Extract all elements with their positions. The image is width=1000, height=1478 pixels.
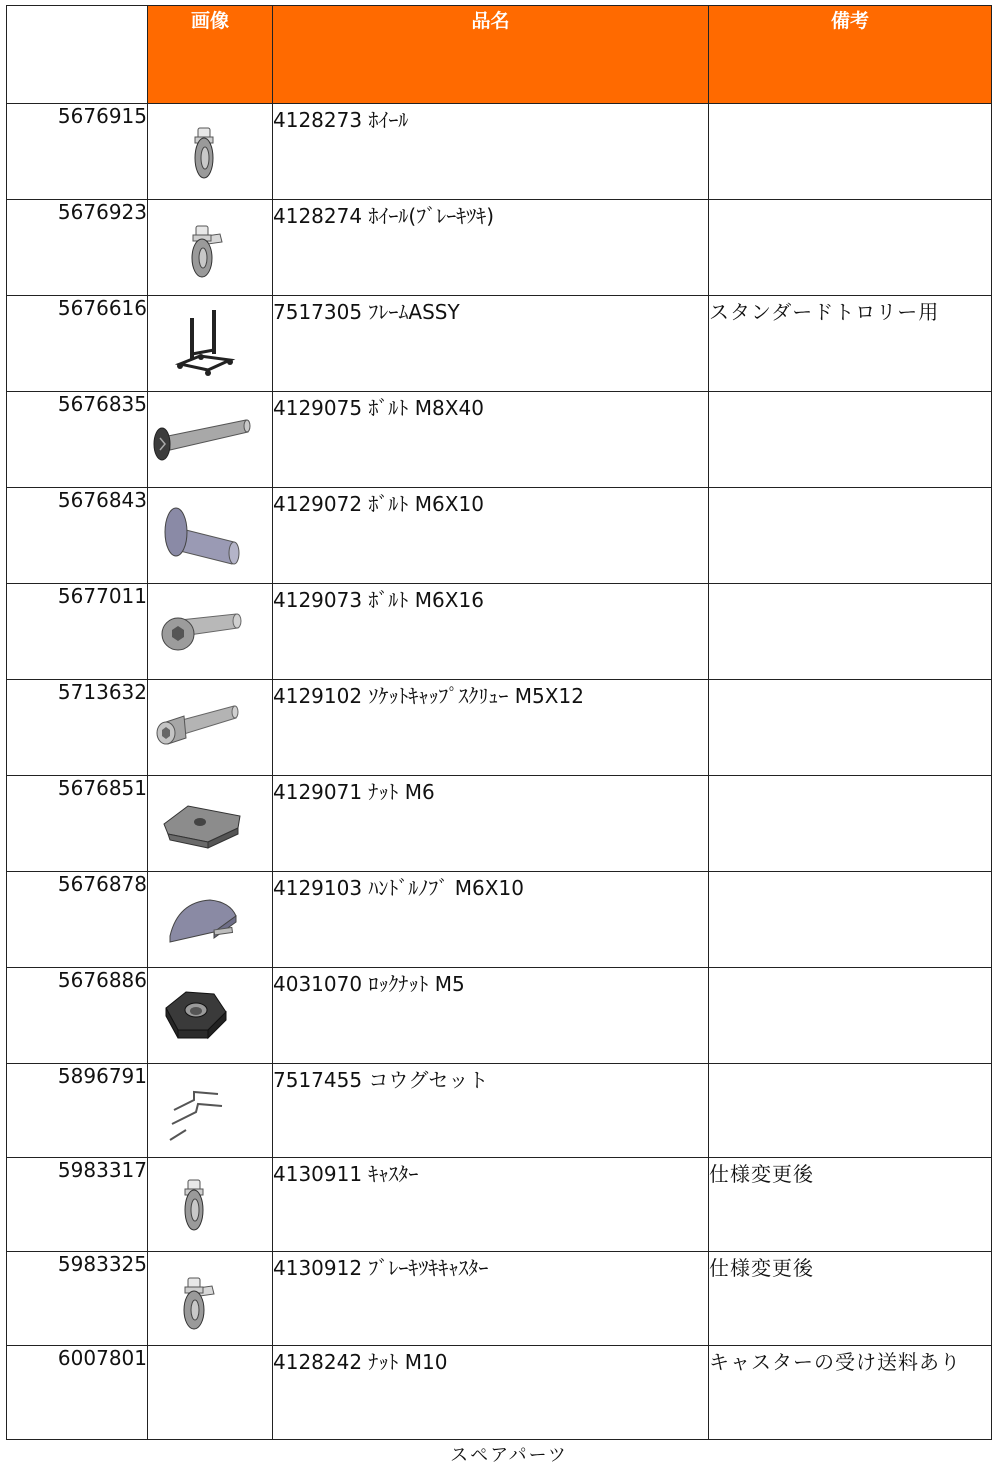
caster-wheel-icon	[148, 104, 273, 198]
part-note: キャスターの受け送料あり	[709, 1346, 992, 1440]
part-image	[148, 968, 273, 1064]
part-name: 4130911 ｷｬｽﾀｰ	[273, 1158, 709, 1252]
table-row	[7, 1158, 992, 1252]
part-note: 仕様変更後	[709, 1158, 992, 1252]
part-note	[709, 776, 992, 872]
lock-nut-icon	[148, 968, 273, 1062]
part-image	[148, 1252, 273, 1346]
table-row	[7, 392, 992, 488]
part-code: 5676923	[7, 200, 148, 296]
table-row	[7, 488, 992, 584]
page-footer: スペアパーツ	[450, 1445, 568, 1466]
table-row	[7, 200, 992, 296]
part-name: 4129075 ﾎﾞﾙﾄ M8X40	[273, 392, 709, 488]
table-row	[7, 584, 992, 680]
part-code: 6007801	[7, 1346, 148, 1440]
header-code-cell	[7, 6, 148, 104]
part-note	[709, 392, 992, 488]
part-code: 5676843	[7, 488, 148, 584]
table-row	[7, 1346, 992, 1440]
part-image	[148, 296, 273, 392]
part-name: 4128274 ﾎｲｰﾙ(ﾌﾞﾚｰｷﾂｷ)	[273, 200, 709, 296]
part-code: 5676886	[7, 968, 148, 1064]
part-name: 4129102 ｿｹｯﾄｷｬｯﾌﾟｽｸﾘｭｰ M5X12	[273, 680, 709, 776]
part-image	[148, 1158, 273, 1252]
part-name: 4129073 ﾎﾞﾙﾄ M6X16	[273, 584, 709, 680]
part-name: 4031070 ﾛｯｸﾅｯﾄ M5	[273, 968, 709, 1064]
table-row	[7, 872, 992, 968]
part-note	[709, 488, 992, 584]
part-name: 7517455 コウグセット	[273, 1064, 709, 1158]
part-code: 5983325	[7, 1252, 148, 1346]
spare-parts-table	[6, 5, 992, 1440]
handle-knob-icon	[148, 872, 273, 966]
table-row	[7, 776, 992, 872]
table-row	[7, 296, 992, 392]
part-code: 5676878	[7, 872, 148, 968]
header-note: 備考	[709, 6, 992, 104]
countersunk-bolt-icon	[148, 392, 273, 486]
caster-wheel-brake-icon	[148, 200, 273, 294]
part-note	[709, 872, 992, 968]
part-note	[709, 584, 992, 680]
table-row	[7, 968, 992, 1064]
part-note	[709, 104, 992, 200]
part-name: 4128273 ﾎｲｰﾙ	[273, 104, 709, 200]
part-image	[148, 680, 273, 776]
part-note	[709, 200, 992, 296]
part-code: 5676851	[7, 776, 148, 872]
part-name: 4129072 ﾎﾞﾙﾄ M6X10	[273, 488, 709, 584]
tool-set-icon	[148, 1064, 273, 1158]
table-header-row	[7, 6, 992, 104]
table-row	[7, 1252, 992, 1346]
part-image	[148, 392, 273, 488]
button-head-bolt-icon	[148, 584, 273, 678]
part-image	[148, 776, 273, 872]
part-note: 仕様変更後	[709, 1252, 992, 1346]
part-code: 5676616	[7, 296, 148, 392]
part-image	[148, 488, 273, 584]
part-image	[148, 872, 273, 968]
header-name: 品名	[273, 6, 709, 104]
part-image	[148, 200, 273, 296]
part-name: 7517305 ﾌﾚｰﾑASSY	[273, 296, 709, 392]
part-code: 5983317	[7, 1158, 148, 1252]
short-bolt-icon	[148, 488, 273, 582]
caster-wheel-brake-icon	[148, 1252, 273, 1346]
part-image	[148, 1346, 273, 1440]
caster-wheel-icon	[148, 1158, 273, 1252]
part-image	[148, 584, 273, 680]
part-code: 5677011	[7, 584, 148, 680]
part-image	[148, 1064, 273, 1158]
part-code: 5676835	[7, 392, 148, 488]
table-row	[7, 680, 992, 776]
part-code: 5713632	[7, 680, 148, 776]
socket-cap-screw-icon	[148, 680, 273, 774]
part-note	[709, 680, 992, 776]
part-name: 4130912 ﾌﾞﾚｰｷﾂｷｷｬｽﾀｰ	[273, 1252, 709, 1346]
header-image: 画像	[148, 6, 273, 104]
part-name: 4129071 ﾅｯﾄ M6	[273, 776, 709, 872]
part-note	[709, 1064, 992, 1158]
part-note: スタンダードトロリー用	[709, 296, 992, 392]
part-code: 5896791	[7, 1064, 148, 1158]
part-code: 5676915	[7, 104, 148, 200]
part-name: 4129103 ﾊﾝﾄﾞﾙﾉﾌﾞ M6X10	[273, 872, 709, 968]
table-row	[7, 1064, 992, 1158]
part-name: 4128242 ﾅｯﾄ M10	[273, 1346, 709, 1440]
part-image	[148, 104, 273, 200]
trolley-frame-icon	[148, 296, 273, 390]
t-slot-nut-icon	[148, 776, 273, 870]
table-row	[7, 104, 992, 200]
part-note	[709, 968, 992, 1064]
